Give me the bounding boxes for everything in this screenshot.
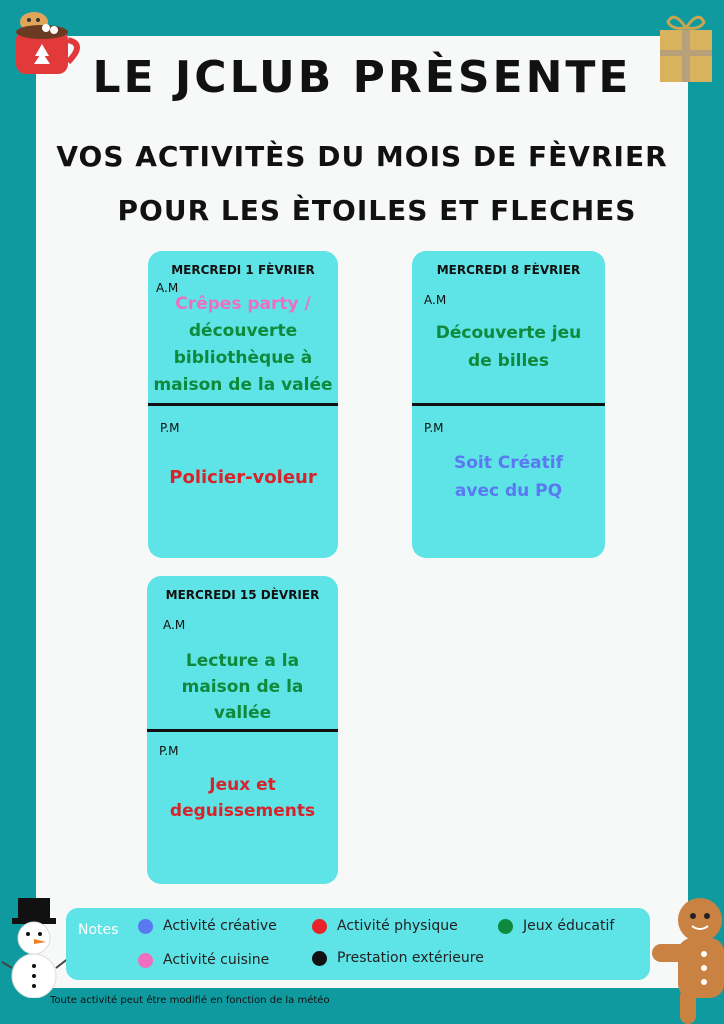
am-activity xyxy=(147,648,338,726)
poster-subtitle-line1: VOS ACTIVITÈS DU MOIS DE FÈVRIER xyxy=(56,140,668,173)
am-activity-line: maison de la valée xyxy=(153,375,333,395)
am-activity-line: vallée xyxy=(213,703,272,723)
notes-label: Notes xyxy=(78,922,119,938)
pm-activity xyxy=(412,449,605,505)
legend-label: Activité cuisine xyxy=(163,952,270,968)
blue-dot-icon xyxy=(138,919,153,934)
am-activity xyxy=(148,291,338,399)
am-label: A.M xyxy=(424,293,447,307)
pm-activity xyxy=(148,465,338,491)
legend-label: Activité physique xyxy=(337,918,458,934)
legend-item-educational xyxy=(498,918,614,934)
legend-item-cooking xyxy=(138,952,269,968)
notes-legend xyxy=(66,908,650,980)
gingerbread-man-icon xyxy=(648,892,724,1024)
legend-item-physical xyxy=(312,918,458,934)
legend-label: Activité créative xyxy=(163,918,277,934)
pm-activity-line: Policier-voleur xyxy=(169,467,317,488)
pm-activity-line: deguissements xyxy=(169,801,316,821)
footer-disclaimer: Toute activité peut être modifié en fonction de la météo xyxy=(50,995,330,1006)
am-activity-line: maison de la xyxy=(181,677,304,697)
green-dot-icon xyxy=(498,919,513,934)
card-divider xyxy=(148,403,338,406)
pink-dot-icon xyxy=(138,953,153,968)
card-date: MERCREDI 1 FÈVRIER xyxy=(171,263,315,277)
pm-activity-line: Soit Créatif xyxy=(453,453,563,473)
legend-label: Prestation extérieure xyxy=(337,950,484,966)
pm-activity-line: avec du PQ xyxy=(454,481,563,501)
legend-item-external xyxy=(312,950,484,966)
am-label: A.M xyxy=(156,281,179,295)
am-activity-line: Découverte jeu xyxy=(435,323,582,343)
am-activity-line: de billes xyxy=(468,351,549,371)
pm-label: P.M xyxy=(160,421,180,435)
activity-card-feb-1 xyxy=(148,251,338,558)
poster-subtitle-line2: POUR LES ÈTOILES ET FLECHES xyxy=(117,194,637,227)
activity-card-feb-8 xyxy=(412,251,605,558)
am-activity-line: bibliothèque à xyxy=(173,348,313,368)
card-date: MERCREDI 15 DÈVRIER xyxy=(165,588,320,602)
poster-title: LE JCLUB PRÈSENTE xyxy=(92,52,632,103)
am-activity-line: Crêpes party / xyxy=(175,294,311,314)
pm-activity xyxy=(147,772,338,824)
card-divider xyxy=(412,403,605,406)
black-dot-icon xyxy=(312,951,327,966)
pm-label: P.M xyxy=(159,744,179,758)
legend-label: Jeux éducatif xyxy=(523,918,615,934)
card-date: MERCREDI 8 FÈVRIER xyxy=(436,263,581,277)
am-activity-line: Lecture a la xyxy=(185,651,300,671)
legend-item-creative xyxy=(138,918,277,934)
am-activity-line: découverte xyxy=(188,321,298,341)
pm-activity-line: Jeux et xyxy=(209,775,276,795)
card-divider xyxy=(147,729,338,732)
activity-card-feb-15 xyxy=(147,576,338,884)
red-dot-icon xyxy=(312,919,327,934)
am-activity xyxy=(412,319,605,375)
am-label: A.M xyxy=(163,618,186,632)
pm-label: P.M xyxy=(424,421,444,435)
